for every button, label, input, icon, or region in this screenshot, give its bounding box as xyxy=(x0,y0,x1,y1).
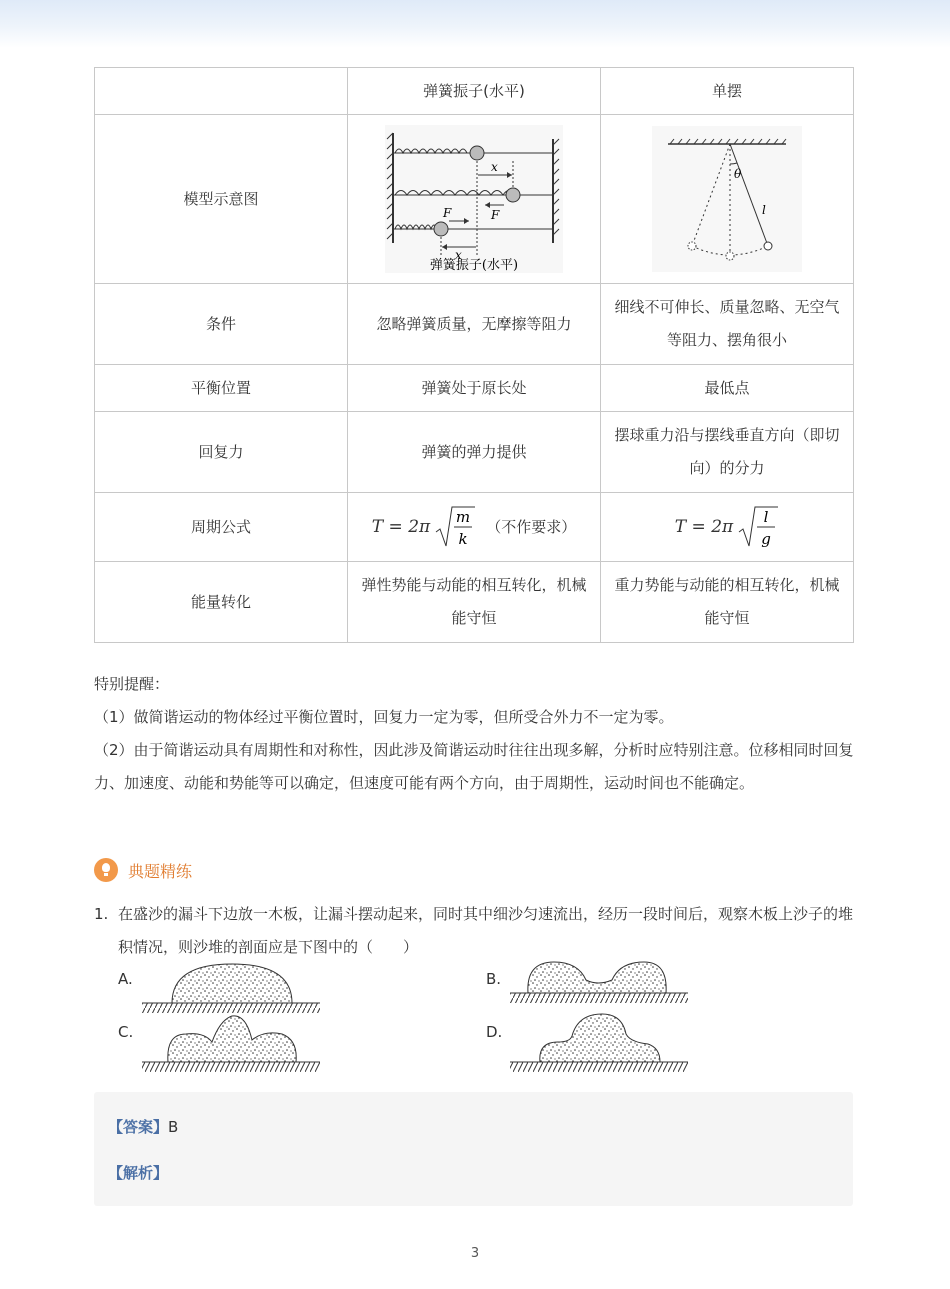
row-label: 模型示意图 xyxy=(95,115,348,284)
answer-tag: 【答案】 xyxy=(108,1118,169,1136)
row-label: 条件 xyxy=(95,284,348,365)
label-x-2: x xyxy=(455,248,462,262)
row-label: 能量转化 xyxy=(95,562,348,643)
question-1 xyxy=(94,898,854,964)
row-label: 平衡位置 xyxy=(95,365,348,412)
formula-numerator: m xyxy=(456,508,471,526)
analysis-line xyxy=(108,1162,168,1183)
sqrt-fraction xyxy=(434,504,476,550)
formula-numerator: l xyxy=(763,508,769,526)
spring-cell: 弹簧处于原长处 xyxy=(348,365,601,412)
question-number: 1. xyxy=(94,905,109,923)
table-header-row xyxy=(95,68,854,115)
comparison-table xyxy=(94,67,854,643)
spring-oscillator-figure xyxy=(385,125,563,273)
table-header-cell: 单摆 xyxy=(601,68,854,115)
option-b-label: B. xyxy=(486,970,502,988)
spring-cell: 弹簧的弹力提供 xyxy=(348,412,601,493)
page-header-band xyxy=(0,0,950,48)
page-number: 3 xyxy=(470,1246,480,1261)
lightbulb-icon xyxy=(94,858,118,882)
option-b-sand-pile xyxy=(508,958,690,1004)
option-c-label: C. xyxy=(118,1023,134,1041)
spring-formula-cell xyxy=(348,493,601,562)
spring-cell: 忽略弹簧质量，无摩擦等阻力 xyxy=(348,284,601,365)
pendulum-cell: 摆球重力沿与摆线垂直方向（即切向）的分力 xyxy=(601,412,854,493)
pendulum-figure-cell xyxy=(601,115,854,284)
table-row xyxy=(95,365,854,412)
answer-box xyxy=(94,1092,853,1206)
label-length: l xyxy=(762,203,766,217)
notes-title: 特别提醒： xyxy=(94,675,170,693)
table-header-cell: 弹簧振子(水平) xyxy=(348,68,601,115)
spring-cell: 弹性势能与动能的相互转化，机械能守恒 xyxy=(348,562,601,643)
note-item: （2）由于简谐运动具有周期性和对称性，因此涉及简谐运动时往往出现多解，分析时应特别注意。位移相同时回复力、加速度、动能和势能等可以确定，但速度可能有两个方向，由于周期性，运动时间也不能确定。 xyxy=(94,741,854,792)
answer-line xyxy=(108,1116,178,1137)
section-header xyxy=(94,855,192,885)
spring-figure-caption: 弹簧振子(水平) xyxy=(429,258,519,273)
section-title: 典题精练 xyxy=(128,861,193,881)
formula-lhs: T = 2π xyxy=(371,516,431,537)
answer-value: B xyxy=(168,1118,179,1136)
spring-figure-cell xyxy=(348,115,601,284)
table-row xyxy=(95,115,854,284)
pendulum-cell: 最低点 xyxy=(601,365,854,412)
pendulum-cell: 细线不可伸长、质量忽略、无空气等阻力、摆角很小 xyxy=(601,284,854,365)
formula-denominator: g xyxy=(761,530,771,548)
formula-note: （不作要求） xyxy=(486,517,577,536)
option-c-sand-pile xyxy=(140,1012,322,1074)
spring-period-formula xyxy=(372,504,576,550)
table-row xyxy=(95,562,854,643)
table-row xyxy=(95,284,854,365)
option-a-sand-pile xyxy=(140,958,322,1016)
question-stem: 在盛沙的漏斗下边放一木板，让漏斗摆动起来，同时其中细沙匀速流出，经历一段时间后，观察木板上沙子的堆积情况，则沙堆的剖面应是下图中的（ ） xyxy=(118,905,854,956)
sqrt-fraction xyxy=(737,504,779,550)
table-row xyxy=(95,493,854,562)
table-header-cell xyxy=(95,68,348,115)
option-d-sand-pile xyxy=(508,1012,690,1074)
option-d-label: D. xyxy=(486,1023,503,1041)
special-notes xyxy=(94,668,854,800)
formula-denominator: k xyxy=(458,530,468,548)
row-label: 周期公式 xyxy=(95,493,348,562)
label-theta: θ xyxy=(734,167,742,181)
table-row xyxy=(95,412,854,493)
pendulum-formula-cell xyxy=(601,493,854,562)
analysis-tag: 【解析】 xyxy=(108,1164,169,1182)
label-force-2: F xyxy=(443,206,452,220)
label-force-1: F xyxy=(491,208,500,222)
formula-lhs: T = 2π xyxy=(674,516,734,537)
row-label: 回复力 xyxy=(95,412,348,493)
pendulum-cell: 重力势能与动能的相互转化，机械能守恒 xyxy=(601,562,854,643)
simple-pendulum-figure xyxy=(652,126,802,272)
option-a-label: A. xyxy=(118,970,133,988)
pendulum-period-formula xyxy=(675,504,779,550)
note-item: （1）做简谐运动的物体经过平衡位置时，回复力一定为零，但所受合外力不一定为零。 xyxy=(94,708,674,726)
label-x-1: x xyxy=(491,160,498,174)
